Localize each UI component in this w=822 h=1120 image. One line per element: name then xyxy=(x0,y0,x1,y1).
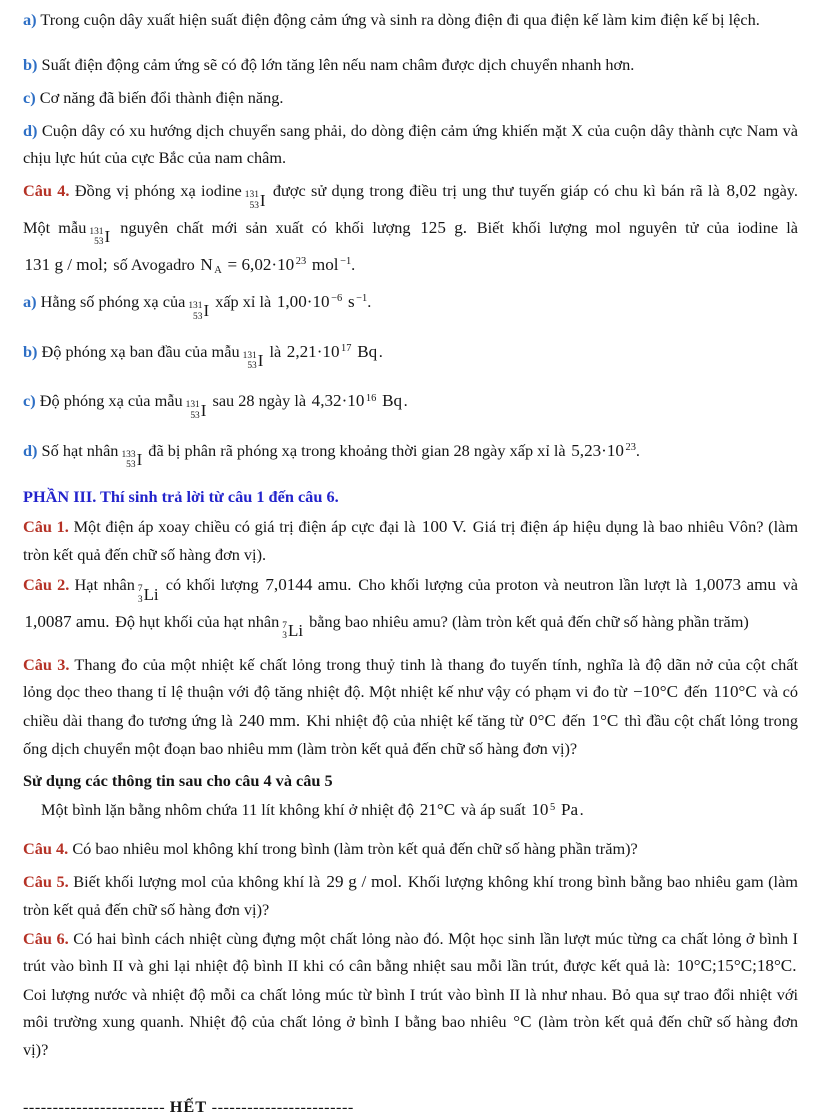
math-run: = 6,02·10 xyxy=(223,254,295,274)
text-run: bằng bao nhiêu amu? (làm tròn kết quả đến chữ số hàng phần trăm) xyxy=(305,611,749,631)
text-run: ------------------------ xyxy=(23,1097,170,1117)
text-run: Đồng vị phóng xạ iodine xyxy=(69,181,242,201)
question-label: Câu 1. xyxy=(23,516,69,536)
math-run: °C xyxy=(513,1011,532,1031)
text-run: Thang đo của một nhiệt kế chất lỏng trong thuỷ tinh là thang đo tuyến tính, nghĩa là độ dãn nở của cột chất lỏng dọc theo thang tỉ lệ thuận với độ tăng nhiệt độ. Một nhiệt kế như vậy có phạm vi đo từ xyxy=(23,655,798,702)
question-label: Câu 3. xyxy=(23,655,70,675)
element-symbol: Li xyxy=(143,584,159,604)
question-5 xyxy=(23,868,798,923)
math-run: 29 g / mol. xyxy=(326,871,402,891)
atomic-number: 3 xyxy=(137,594,143,605)
text-run: Số hạt nhân xyxy=(37,440,119,460)
mass-number: 133 xyxy=(121,449,136,460)
atomic-number: 53 xyxy=(94,237,104,248)
subscript: A xyxy=(214,265,222,277)
superscript: 23 xyxy=(625,442,636,454)
question-2 xyxy=(23,571,798,644)
superscript: 23 xyxy=(295,255,307,267)
text-run: Cho khối lượng của proton và neutron lần lượt là xyxy=(353,575,693,595)
text-run: có khối lượng xyxy=(160,575,264,595)
text-run: Suất điện động cảm ứng sẽ có độ lớn tăng lên nếu nam châm được dịch chuyển nhanh hơn. xyxy=(37,55,635,75)
text-run: Một điện áp xoay chiều có giá trị điện áp cực đại là xyxy=(68,516,421,536)
text-run: Độ phóng xạ của mẫu xyxy=(35,391,183,411)
text-run: Khối lượng không khí trong bình bằng bao nhiêu gam (làm tròn kết quả đến chữ số hàng đơn vị)? xyxy=(23,871,798,920)
isotope-notation xyxy=(186,397,207,425)
math-run: 8,02 xyxy=(726,181,757,201)
question-label: Câu 4. xyxy=(23,181,70,201)
text-run: và có chiều dài thang đo tương ứng là xyxy=(23,682,799,730)
question-4-intro xyxy=(23,177,798,279)
math-run: −10°C xyxy=(632,682,678,702)
bold-text-run: HẾT xyxy=(169,1097,208,1117)
mass-number: 131 xyxy=(185,400,200,411)
superscript: 17 xyxy=(341,342,352,354)
math-run: 21°C xyxy=(419,800,456,820)
question-6 xyxy=(23,925,798,1063)
text-run: Độ phóng xạ ban đầu của mẫu xyxy=(37,341,240,361)
info-paragraph-q4-q5 xyxy=(23,796,798,824)
text-run: đã bị phân rã phóng xạ trong khoảng thời gian 28 ngày xấp xỉ là xyxy=(144,440,570,460)
text-run: đến xyxy=(557,710,591,730)
text-run: Có bao nhiêu mol không khí trong bình (làm tròn kết quả đến chữ số hàng phần trăm)? xyxy=(68,838,638,858)
text-run: ngày. Một mẫu xyxy=(23,181,798,237)
isotope-numbers xyxy=(138,584,143,605)
math-run: 2,21·10 xyxy=(286,341,340,361)
text-run: sau 28 ngày là xyxy=(208,391,311,411)
text-run: . xyxy=(351,254,356,274)
item-label: a) xyxy=(23,291,37,311)
superscript: −1 xyxy=(356,293,368,305)
text-run: Giá trị điện áp hiệu dụng là bao nhiêu Vôn? (làm tròn kết quả đến chữ số hàng đơn vị). xyxy=(23,516,798,564)
text-run: và xyxy=(777,575,798,595)
superscript: 5 xyxy=(549,801,556,813)
question-4-part3 xyxy=(23,835,798,862)
text-run: . xyxy=(635,440,640,460)
text-run: Có hai bình cách nhiệt cùng đựng một chất lỏng nào đó. Một học sinh lần lượt múc từng ca chất lỏng ở bình I trút vào bình II và ghi lại nhiệt độ bình II khi có cân bằng nhiệt sau mỗi lần trút, được kết quả là: xyxy=(23,929,798,976)
atomic-number: 53 xyxy=(190,410,200,421)
element-symbol: I xyxy=(257,351,264,371)
text-run: Cuộn dây có xu hướng dịch chuyển sang phải, do dòng điện cảm ứng khiến mặt X của cuộn dây thành cực Nam và chịu lực hút của cực Bắc của nam châm. xyxy=(23,121,798,168)
text-run: thì đầu cột chất lỏng trong ống dịch chuyển một đoạn bao nhiêu mm (làm tròn kết quả đến chữ số hàng đơn vị)? xyxy=(23,710,799,759)
answer-item-b xyxy=(23,51,798,78)
isotope-numbers xyxy=(243,351,257,372)
isotope-notation xyxy=(121,446,142,474)
text-run: (làm tròn kết quả đến chữ số hàng đơn vị)? xyxy=(23,1011,798,1060)
part-3-heading xyxy=(23,483,798,510)
superscript: 16 xyxy=(365,392,377,404)
math-run: 110°C xyxy=(713,682,757,702)
question-label: Câu 4. xyxy=(23,838,69,858)
math-run: 5,23·10 xyxy=(571,440,624,460)
math-run: 240 mm. xyxy=(238,710,301,730)
info-heading-q4-q5 xyxy=(23,767,798,794)
section-heading-text: PHẦN III. Thí sinh trả lời từ câu 1 đến câu 6. xyxy=(23,486,339,506)
question-1 xyxy=(23,513,798,568)
text-run: Trong cuộn dây xuất hiện suất điện động cảm ứng và sinh ra dòng điện đi qua điện kế làm kim điện kế bị lệch. xyxy=(36,10,760,29)
question-4-item-d xyxy=(23,437,798,474)
atomic-number: 53 xyxy=(249,200,259,211)
element-symbol: I xyxy=(104,227,111,247)
math-run: 131 g / mol; xyxy=(24,254,108,274)
item-label: d) xyxy=(23,121,38,141)
text-run: Biết khối lượng mol nguyên tử của iodine là xyxy=(468,217,799,237)
element-symbol: Li xyxy=(287,621,304,641)
element-symbol: I xyxy=(259,190,266,210)
isotope-notation xyxy=(243,347,264,375)
math-run: 4,32·10 xyxy=(311,391,365,411)
bold-text-run: Sử dụng các thông tin sau cho câu 4 và câu 5 xyxy=(23,771,333,791)
math-run: 7,0144 amu. xyxy=(265,575,352,595)
question-4-item-b xyxy=(23,338,798,375)
question-4-item-a xyxy=(23,288,798,325)
isotope-numbers xyxy=(245,190,259,211)
text-run: số Avogadro xyxy=(109,254,199,274)
text-run: Biết khối lượng mol của không khí là xyxy=(68,871,325,891)
isotope-notation xyxy=(138,581,159,609)
text-run: Khi nhiệt độ của nhiệt kế tăng từ xyxy=(301,710,528,730)
math-run: 0°C xyxy=(529,710,556,730)
isotope-notation xyxy=(245,187,266,215)
text-run: nguyên chất mới sản xuất có khối lượng xyxy=(112,217,419,237)
mass-number: 7 xyxy=(137,584,143,595)
text-run: xấp xỉ là xyxy=(211,291,276,311)
math-run: 1,0073 amu xyxy=(694,575,776,595)
item-label: b) xyxy=(23,55,38,75)
atomic-number: 53 xyxy=(126,460,136,471)
answer-item-d xyxy=(23,117,798,171)
question-4-item-c xyxy=(23,387,798,424)
answer-item-c xyxy=(23,84,798,111)
isotope-numbers xyxy=(89,227,103,248)
text-run: và áp suất xyxy=(456,800,530,820)
isotope-numbers xyxy=(282,621,287,642)
isotope-notation xyxy=(188,297,209,325)
text-run: . xyxy=(367,291,372,311)
math-run: Bq xyxy=(377,391,403,411)
element-symbol: I xyxy=(200,400,207,420)
item-label: c) xyxy=(23,88,36,108)
atomic-number: 53 xyxy=(247,361,257,372)
document-body xyxy=(23,6,798,1120)
isotope-numbers xyxy=(188,301,202,322)
isotope-numbers xyxy=(186,400,200,421)
item-label: a) xyxy=(23,10,37,29)
item-label: c) xyxy=(23,391,36,411)
text-run: Cơ năng đã biến đổi thành điện năng. xyxy=(35,88,284,108)
math-run: 10 xyxy=(531,800,549,820)
element-symbol: I xyxy=(136,450,143,470)
superscript: −6 xyxy=(331,293,343,305)
atomic-number: 3 xyxy=(282,631,287,642)
text-run: Hạt nhân xyxy=(69,575,135,595)
isotope-notation xyxy=(282,617,303,645)
math-run: s xyxy=(343,291,355,311)
math-run: mol xyxy=(307,254,339,274)
item-label: b) xyxy=(23,341,38,361)
text-run: Độ hụt khối của hạt nhân xyxy=(111,611,280,631)
mass-number: 131 xyxy=(242,350,257,361)
isotope-numbers xyxy=(121,450,135,471)
question-label: Câu 2. xyxy=(23,575,70,595)
math-run: Pa xyxy=(556,800,579,820)
math-run: 125 g. xyxy=(420,217,468,237)
element-symbol: I xyxy=(203,301,210,321)
math-run: 1,00·10 xyxy=(276,291,330,311)
mass-number: 7 xyxy=(282,620,287,631)
text-run: Một bình lặn bằng nhôm chứa 11 lít không khí ở nhiệt độ xyxy=(41,800,419,820)
text-run: được sử dụng trong điều trị ung thư tuyến giáp có chu kì bán rã là xyxy=(267,181,726,201)
atomic-number: 53 xyxy=(193,311,203,322)
question-label: Câu 6. xyxy=(23,929,69,949)
text-run: Coi lượng nước và nhiệt độ mỗi ca chất lỏng múc từ bình I trút vào bình II là như nhau. Bỏ qua sự trao đổi nhiệt với môi trường xung quanh. Nhiệt độ của chất lỏng ở bình I bằng bao nhiêu xyxy=(23,984,798,1031)
mass-number: 131 xyxy=(188,300,203,311)
math-run: 10°C;15°C;18°C. xyxy=(676,956,797,976)
math-run: Bq xyxy=(352,341,378,361)
text-run: là xyxy=(265,341,286,361)
text-run: ------------------------ xyxy=(207,1097,354,1117)
mass-number: 131 xyxy=(244,190,259,201)
item-label: d) xyxy=(23,440,38,460)
text-run: Hằng số phóng xạ của xyxy=(36,291,186,311)
answer-item-a xyxy=(23,6,798,33)
question-label: Câu 5. xyxy=(23,871,69,891)
math-run: 1,0087 amu. xyxy=(24,611,110,631)
text-run: . xyxy=(378,341,383,361)
isotope-notation xyxy=(89,223,110,251)
math-run: 100 V. xyxy=(421,516,467,536)
text-run: . xyxy=(579,800,584,820)
end-marker xyxy=(23,1093,798,1120)
text-run: . xyxy=(403,391,408,411)
superscript: −1 xyxy=(340,255,352,267)
math-run: 1°C xyxy=(591,710,619,730)
question-3 xyxy=(23,651,798,762)
math-run: N xyxy=(200,254,213,274)
text-run: đến xyxy=(679,682,712,702)
mass-number: 131 xyxy=(89,226,104,237)
